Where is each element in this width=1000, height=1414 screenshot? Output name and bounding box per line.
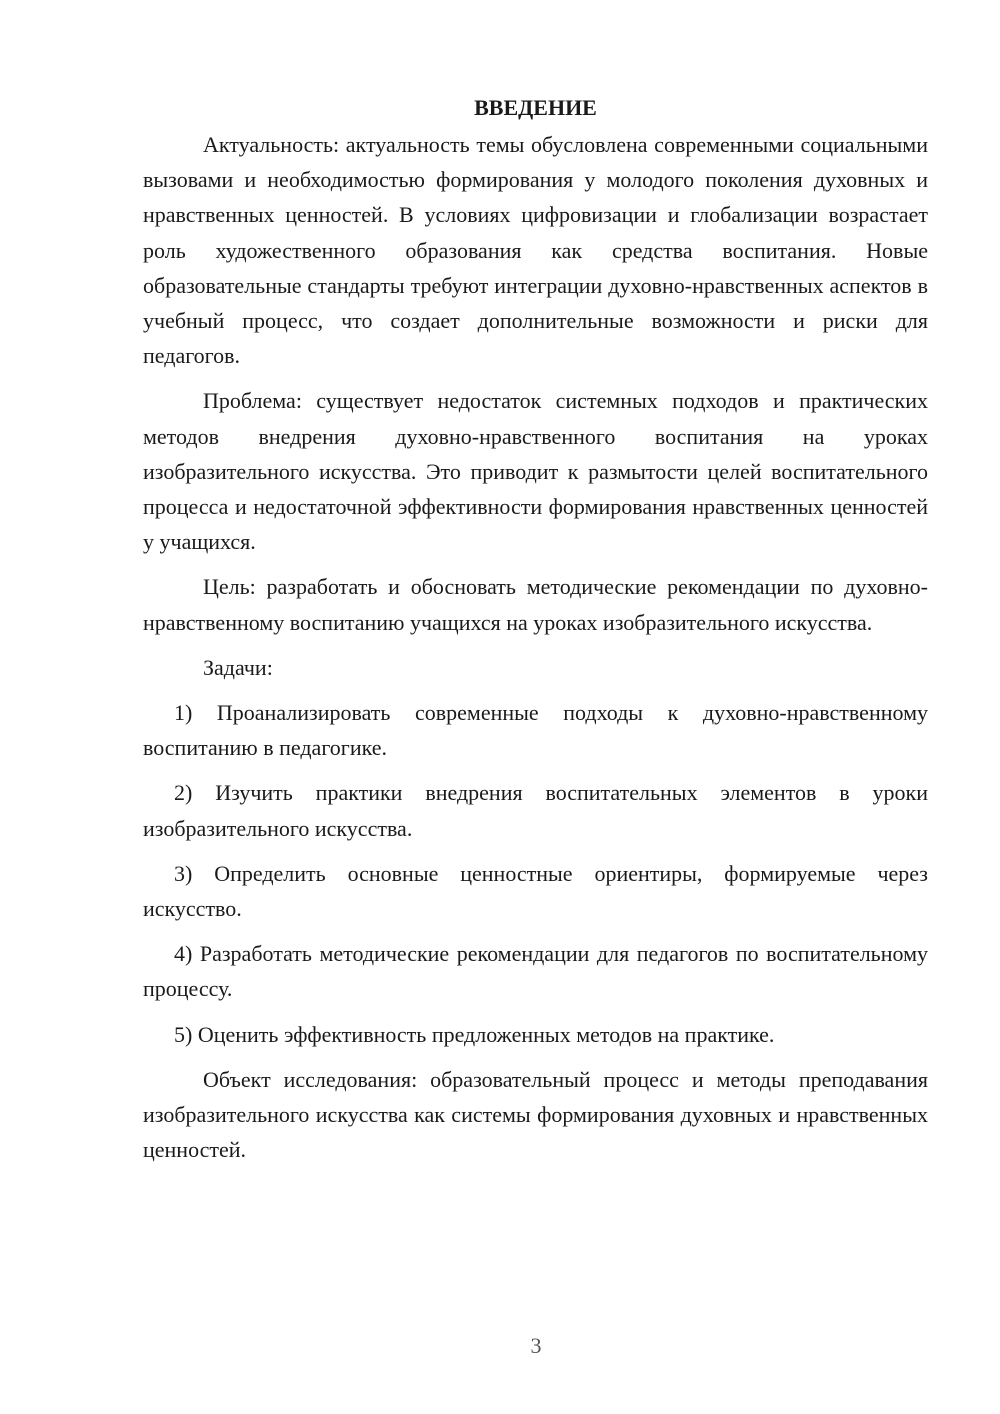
task-item-2: 2) Изучить практики внедрения воспитательных элементов в уроки изобразительного искусства. — [143, 780, 928, 841]
task-item-5: 5) Оценить эффективность предложенных методов на практике. — [174, 1021, 775, 1047]
object-paragraph: Объект исследования: образовательный процесс и методы преподавания изобразительного искусства как системы формирования духовных и нравственных ценностей. — [143, 1066, 928, 1163]
page-number: 3 — [530, 1333, 542, 1358]
section-title: ВВЕДЕНИЕ — [474, 95, 597, 120]
task-item-1: 1) Проанализировать современные подходы к духовно-нравственному воспитанию в педагогике. — [143, 700, 928, 761]
task-item-3: 3) Определить основные ценностные ориентиры, формируемые через искусство. — [143, 860, 928, 922]
problem-paragraph: Проблема: существует недостаток системных подходов и практических методов внедрения духовно-нравственного воспитания на уроках изобразительного искусства. Это приводит к размытости целей воспитательного процесса и недостаточной эффективности формирования нравственных ценностей у учащихся. — [143, 388, 928, 555]
goal-paragraph: Цель: разработать и обосновать методические рекомендации по духовно-нравственному воспитанию учащихся на уроках изобразительного искусства. — [143, 574, 928, 635]
document-page — [143, 90, 928, 1177]
relevance-paragraph: Актуальность: актуальность темы обусловлена современными социальными вызовами и необходимостью формирования у молодого поколения духовных и нравственных ценностей. В условиях цифровизации и глобализации возрастает роль художественного образования как средства воспитания. Новые образовательные стандарты требуют интеграции духовно-нравственных аспектов в учебный процесс, что создает дополнительные возможности и риски для педагогов. — [143, 132, 928, 369]
task-item-4: 4) Разработать методические рекомендации для педагогов по воспитательному процессу. — [143, 941, 928, 1002]
tasks-heading: Задачи: — [203, 654, 273, 680]
